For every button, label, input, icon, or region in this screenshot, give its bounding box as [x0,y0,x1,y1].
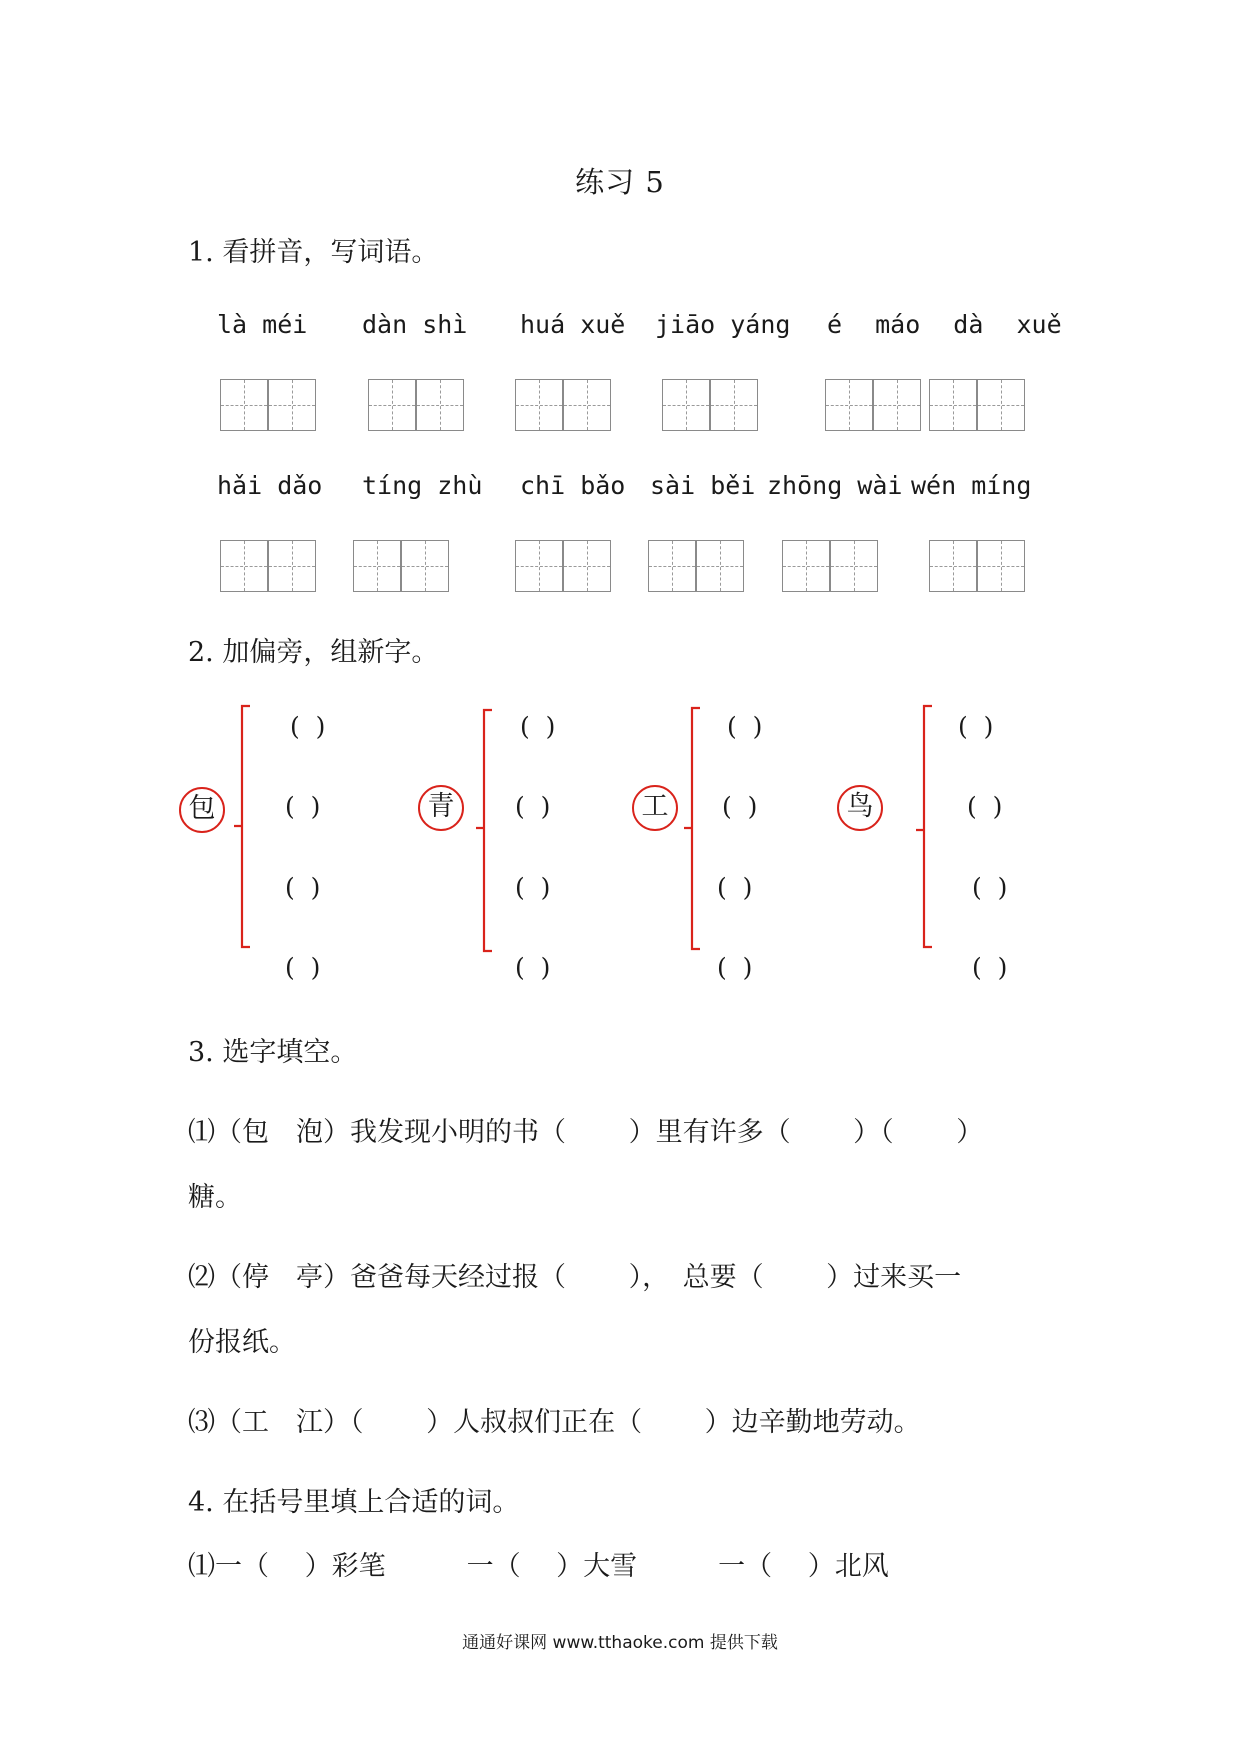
pinyin: é máo dà xuě [827,310,1062,339]
blank-slot[interactable]: ( ) [972,953,1008,982]
blank-slot[interactable]: ( ) [727,712,763,741]
footer-source: 通通好课网 www.tthaoke.com 提供下载 [462,1633,778,1653]
q2-heading: 2. 加偏旁，组新字。 [188,637,439,668]
blank-slot[interactable]: ( ) [717,873,753,902]
q3-line: 糖。 [188,1182,242,1213]
bracket [910,704,934,949]
radical-char-circle: 鸟 [837,785,883,831]
page-title: 练习 5 [575,165,665,199]
blank-slot[interactable]: ( ) [958,712,994,741]
pinyin: jiāo yáng [655,310,791,339]
pinyin: dàn shì [362,310,468,339]
blank-slot[interactable]: ( ) [285,953,321,982]
pinyin: hǎi dǎo [217,471,323,500]
bracket [678,706,702,951]
blank-slot[interactable]: ( ) [290,712,326,741]
pinyin: wén míng [911,471,1032,500]
blank-slot[interactable]: ( ) [967,792,1003,821]
radical-char-circle: 青 [418,785,464,831]
blank-slot[interactable]: ( ) [515,953,551,982]
blank-slot[interactable]: ( ) [520,712,556,741]
blank-slot[interactable]: ( ) [972,873,1008,902]
blank-slot[interactable]: ( ) [515,792,551,821]
q3-line: ⑴（包 泡）我发现小明的书（ ）里有许多（ ）（ ） [188,1117,984,1148]
q3-line: ⑶（工 江）（ ）人叔叔们正在（ ）边辛勤地劳动。 [188,1407,921,1438]
q1-heading: 1. 看拼音，写词语。 [188,237,439,268]
q4-line: ⑴一（ ）彩笔 一（ ）大雪 一（ ）北风 [188,1551,889,1582]
bracket [228,704,252,949]
q3-line: ⑵（停 亭）爸爸每天经过报（ ）， 总要（ ）过来买一 [188,1262,962,1293]
radical-char-circle: 工 [632,785,678,831]
pinyin: zhōng wài [767,471,903,500]
q3-heading: 3. 选字填空。 [188,1037,358,1068]
blank-slot[interactable]: ( ) [722,792,758,821]
q3-line: 份报纸。 [188,1327,296,1358]
pinyin: huá xuě [520,310,626,339]
pinyin: chī bǎo [520,471,626,500]
blank-slot[interactable]: ( ) [285,873,321,902]
blank-slot[interactable]: ( ) [717,953,753,982]
q4-heading: 4. 在括号里填上合适的词。 [188,1487,520,1518]
pinyin: là méi [217,310,308,339]
pinyin: sài běi [650,471,756,500]
blank-slot[interactable]: ( ) [515,873,551,902]
pinyin: tíng zhù [362,471,483,500]
radical-char-circle: 包 [179,787,225,833]
blank-slot[interactable]: ( ) [285,792,321,821]
bracket [470,708,494,953]
